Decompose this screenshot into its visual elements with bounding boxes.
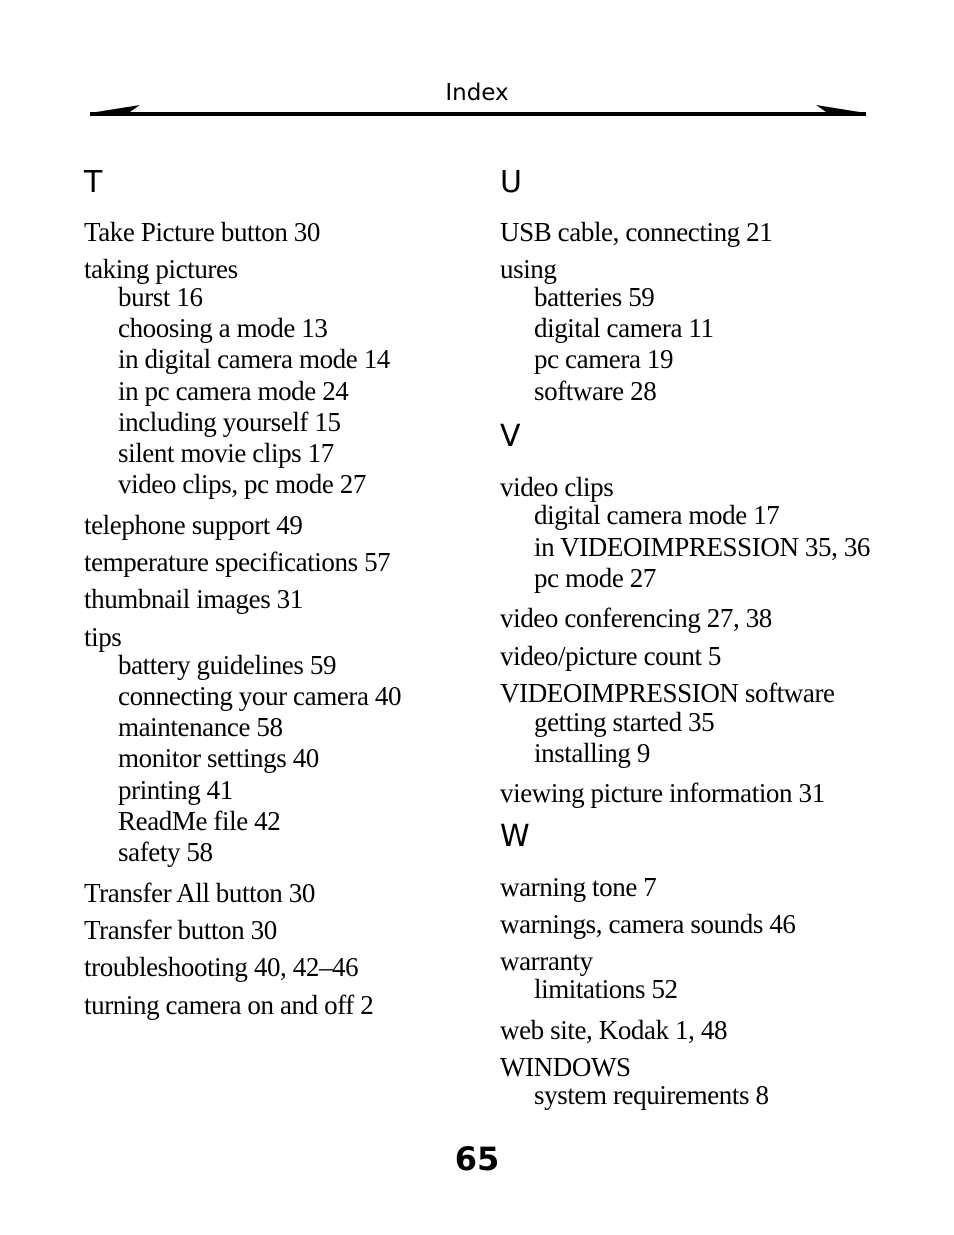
index-subentry: system requirements 8: [534, 1080, 769, 1110]
index-subentry: burst 16: [118, 282, 203, 312]
index-subentry: batteries 59: [534, 282, 655, 312]
index-subentry: limitations 52: [534, 974, 678, 1004]
header-rule: [88, 101, 868, 121]
section-letter-v: V: [500, 419, 521, 454]
index-subentry: digital camera mode 17: [534, 500, 780, 530]
running-header: Index: [445, 80, 509, 106]
index-entry: turning camera on and off 2: [84, 990, 374, 1020]
index-subentry: pc camera 19: [534, 344, 674, 374]
index-entry: using: [500, 254, 557, 284]
index-entry: video/picture count 5: [500, 641, 722, 671]
section-letter-w: W: [500, 819, 530, 854]
index-entry: Transfer All button 30: [84, 878, 315, 908]
index-entry: Take Picture button 30: [84, 217, 321, 247]
index-entry: tips: [84, 622, 122, 652]
index-subentry: software 28: [534, 376, 657, 406]
index-subentry: monitor settings 40: [118, 743, 319, 773]
index-entry: troubleshooting 40, 42–46: [84, 952, 359, 982]
index-entry: warnings, camera sounds 46: [500, 909, 796, 939]
index-entry: WINDOWS: [500, 1052, 631, 1082]
index-subentry: video clips, pc mode 27: [118, 469, 366, 499]
index-entry: telephone support 49: [84, 510, 303, 540]
index-entry: warning tone 7: [500, 872, 657, 902]
index-entry: temperature specifications 57: [84, 547, 391, 577]
section-letter-t: T: [84, 165, 103, 200]
index-subentry: choosing a mode 13: [118, 313, 328, 343]
index-entry: warranty: [500, 946, 593, 976]
index-subentry: getting started 35: [534, 707, 715, 737]
section-letter-u: U: [500, 165, 522, 200]
index-entry: VIDEOIMPRESSION software: [500, 678, 835, 708]
index-entry: thumbnail images 31: [84, 584, 303, 614]
index-entry: Transfer button 30: [84, 915, 277, 945]
index-subentry: in VIDEOIMPRESSION 35, 36: [534, 532, 871, 562]
page-number: 65: [454, 1140, 500, 1178]
index-entry: web site, Kodak 1, 48: [500, 1015, 728, 1045]
index-subentry: in pc camera mode 24: [118, 376, 349, 406]
index-subentry: silent movie clips 17: [118, 438, 334, 468]
index-entry: viewing picture information 31: [500, 778, 825, 808]
index-subentry: in digital camera mode 14: [118, 344, 390, 374]
index-entry: video conferencing 27, 38: [500, 603, 772, 633]
index-entry: video clips: [500, 472, 614, 502]
index-subentry: ReadMe file 42: [118, 806, 281, 836]
index-subentry: digital camera 11: [534, 313, 714, 343]
index-subentry: connecting your camera 40: [118, 681, 402, 711]
index-subentry: installing 9: [534, 738, 650, 768]
index-entry: taking pictures: [84, 254, 238, 284]
index-subentry: including yourself 15: [118, 407, 341, 437]
index-subentry: battery guidelines 59: [118, 650, 337, 680]
index-subentry: safety 58: [118, 837, 213, 867]
index-subentry: maintenance 58: [118, 712, 283, 742]
index-subentry: pc mode 27: [534, 563, 656, 593]
index-entry: USB cable, connecting 21: [500, 217, 773, 247]
index-subentry: printing 41: [118, 775, 233, 805]
